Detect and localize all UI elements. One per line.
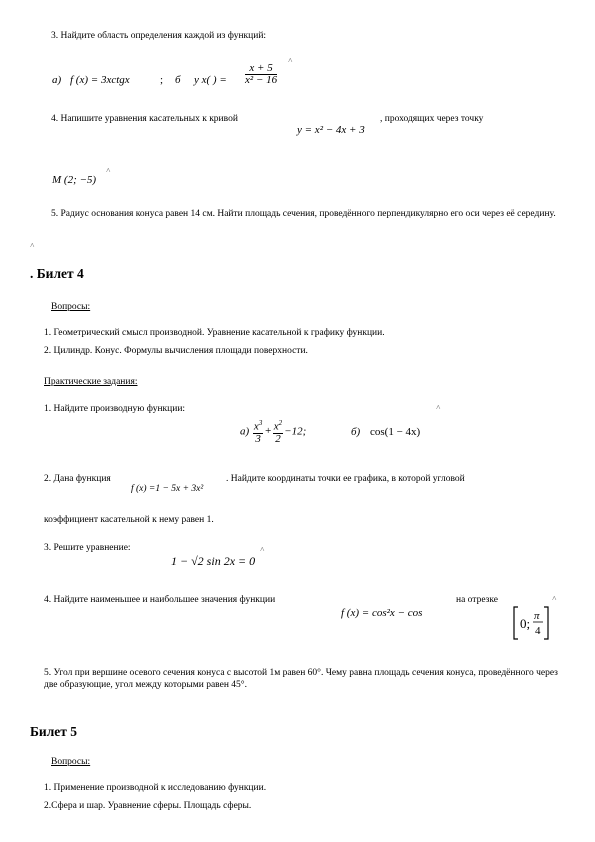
ticket-4-practical-4-function: f (x) = cos²x − cos bbox=[341, 607, 423, 619]
task-4: 4. Напишите уравнения касательных к кривой bbox=[51, 114, 238, 124]
object-anchor-mark: ˄ bbox=[30, 241, 35, 250]
task-3-a-label: а) bbox=[52, 74, 62, 86]
ticket-5-title: Билет 5 bbox=[30, 724, 78, 739]
ticket-4-question-1: 1. Геометрический смысл производной. Уравнение касательной к графику функции. bbox=[44, 328, 385, 338]
ticket-4-practical-1-b-label: б) bbox=[351, 426, 361, 438]
task-4-curve: y = x² − 4x + 3 bbox=[297, 124, 365, 136]
task-3-b-fraction bbox=[244, 63, 278, 86]
ticket-4-practical-3: 3. Решите уравнение: bbox=[44, 543, 131, 553]
task-5: 5. Радиус основания конуса равен 14 см. Найти площадь сечения, проведённого перпендикулярно его оси через её середину. bbox=[51, 209, 556, 219]
task-4-point: M (2; −5) bbox=[52, 174, 97, 186]
ticket-4-practical-1-a: а) $\frac{x^3}{3}$ + $\frac{x^2}{2}$ −12; bbox=[240, 419, 307, 445]
task-3-b-numerator: x + 5 bbox=[245, 63, 277, 75]
object-anchor-mark: ˄ bbox=[288, 56, 293, 65]
object-anchor-mark: ˄ bbox=[260, 545, 265, 554]
object-anchor-mark: ˄ bbox=[436, 403, 441, 412]
ticket-5-question-1: 1. Применение производной к исследованию функции. bbox=[44, 783, 267, 793]
task-3: 3. Найдите область определения каждой из функций: bbox=[51, 31, 267, 41]
practical-1-a-label: а) bbox=[240, 425, 250, 438]
task-3-separator: ; bbox=[160, 74, 164, 86]
task-3-a-expr: f (x) = 3xctgx bbox=[70, 74, 130, 86]
ticket-4-practical-4-interval bbox=[512, 604, 552, 642]
task-3-b-denominator: x² − 16 bbox=[245, 74, 278, 86]
ticket-4-practical-5: 5. Угол при вершине осевого сечения конуса с высотой 1м равен 60°. Чему равна площадь сечения конуса, проведённого через две образующие, угол между которыми равен 45°. bbox=[44, 668, 558, 690]
ticket-4-practical-3-equation: 1 − √2 sin 2x = 0 bbox=[171, 554, 256, 568]
ticket-4-practical-label: Практические задания: bbox=[44, 377, 138, 387]
ticket-5-questions-label: Вопросы: bbox=[51, 757, 91, 767]
task-3-b-label: б bbox=[175, 74, 181, 86]
ticket-4-practical-1: 1. Найдите производную функции: bbox=[44, 404, 186, 414]
svg-text:π: π bbox=[534, 610, 540, 622]
practical-1-a-tail: −12; bbox=[284, 425, 307, 438]
object-anchor-mark: ˄ bbox=[552, 594, 557, 603]
ticket-4-question-2: 2. Цилиндр. Конус. Формулы вычисления площади поверхности. bbox=[44, 346, 308, 356]
ticket-4-practical-2-function: f (x) =1 − 5x + 3x² bbox=[131, 484, 204, 494]
ticket-4-practical-1-b-expr: cos(1 − 4x) bbox=[370, 426, 421, 438]
svg-text:4: 4 bbox=[535, 625, 541, 637]
ticket-4-practical-4-segment: на отрезке bbox=[456, 595, 498, 605]
ticket-4-practical-2-line-2: коэффициент касательной к нему равен 1. bbox=[44, 515, 214, 525]
ticket-4-questions-label: Вопросы: bbox=[51, 302, 91, 312]
ticket-4-practical-2: 2. Дана функция bbox=[44, 474, 111, 484]
ticket-4-practical-2-tail: . Найдите координаты точки ее графика, в которой угловой bbox=[226, 474, 465, 484]
ticket-4-title: . Билет 4 bbox=[30, 266, 84, 281]
object-anchor-mark: ˄ bbox=[106, 166, 111, 175]
task-4-tail: , проходящих через точку bbox=[380, 114, 484, 124]
ticket-4-practical-4: 4. Найдите наименьшее и наибольшее значения функции bbox=[44, 595, 276, 605]
svg-text:0;: 0; bbox=[520, 616, 531, 631]
ticket-5-question-2: 2.Сфера и шар. Уравнение сферы. Площадь сферы. bbox=[44, 801, 252, 811]
task-3-b-function: y x( ) = bbox=[194, 74, 227, 86]
